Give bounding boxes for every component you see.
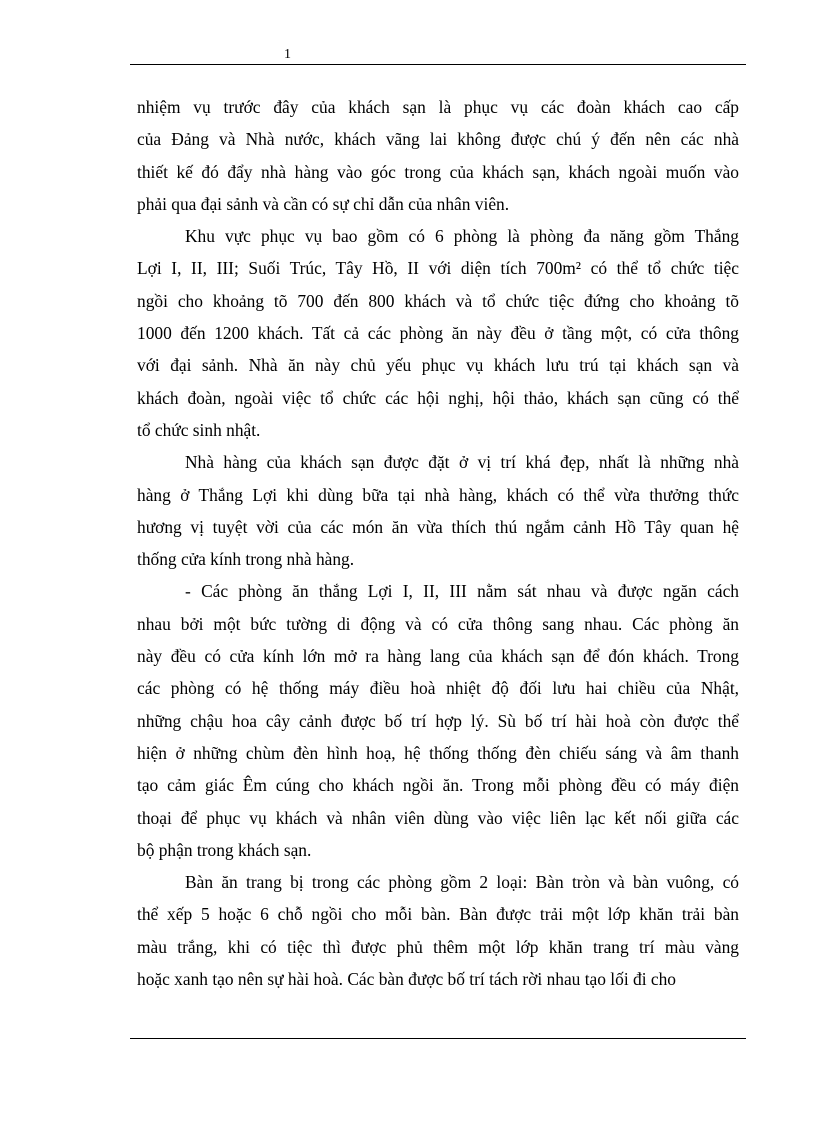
text-line: thống cửa kính trong nhà hàng. <box>137 549 355 570</box>
text-line: - Các phòng ăn thắng Lợi I, II, III nằm sát nhau và được ngăn cách <box>185 581 739 602</box>
page-number: 1 <box>284 47 291 62</box>
text-line: các phòng có hệ thống máy điều hoà nhiệt độ đối lưu hai chiều của Nhật, <box>137 678 739 699</box>
text-line: bộ phận trong khách sạn. <box>137 839 312 860</box>
text-line: tổ chức sinh nhật. <box>137 419 261 440</box>
text-line: nhiệm vụ trước đây của khách sạn là phục vụ các đoàn khách cao cấp <box>137 97 739 117</box>
body-text <box>137 91 739 995</box>
text-line: Bàn ăn trang bị trong các phòng gồm 2 loại: Bàn tròn và bàn vuông, có <box>185 872 739 893</box>
text-line: màu trắng, khi có tiệc thì được phủ thêm một lớp khăn trang trí màu vàng <box>137 936 739 957</box>
text-line: với đại sảnh. Nhà ăn này chủ yếu phục vụ khách lưu trú tại khách sạn và <box>137 355 739 376</box>
text-line: của Đảng và Nhà nước, khách vãng lai không được chú ý đến nên các nhà <box>137 129 739 150</box>
text-line: này đều có cửa kính lớn mở ra hàng lang của khách sạn để đón khách. Trong <box>137 646 739 667</box>
text-line: Khu vực phục vụ bao gồm có 6 phòng là phòng đa năng gồm Thắng <box>185 226 739 247</box>
text-line: hương vị tuyệt vời của các món ăn vừa thích thú ngắm cảnh Hồ Tây quan hệ <box>137 516 739 537</box>
text-line: phải qua đại sảnh và cần có sự chỉ dẫn của nhân viên. <box>137 193 510 214</box>
text-line: Lợi I, II, III; Suối Trúc, Tây Hồ, II với diện tích 700m² có thể tổ chức tiệc <box>137 258 739 279</box>
text-line: tạo cảm giác Êm cúng cho khách ngồi ăn. Trong mỗi phòng đều có máy điện <box>137 775 739 796</box>
text-line: thể xếp 5 hoặc 6 chỗ ngồi cho mỗi bàn. Bàn được trải một lớp khăn trải bàn <box>137 904 739 925</box>
text-line: Nhà hàng của khách sạn được đặt ở vị trí khá đẹp, nhất là những nhà <box>185 452 739 473</box>
text-line: 1000 đến 1200 khách. Tất cả các phòng ăn này đều ở tầng một, có cửa thông <box>137 323 739 344</box>
text-line: thoại để phục vụ khách và nhân viên dùng vào việc liên lạc kết nối giữa các <box>137 807 739 828</box>
text-line: hoặc xanh tạo nên sự hài hoà. Các bàn được bố trí tách rời nhau tạo lối đi cho <box>137 969 676 990</box>
text-line: những chậu hoa cây cảnh được bố trí hợp lý. Sù bố trí hài hoà còn được thể <box>137 710 739 731</box>
text-line: thiết kế đó đẩy nhà hàng vào góc trong của khách sạn, khách ngoài muốn vào <box>137 161 739 182</box>
text-line: hàng ở Thắng Lợi khi dùng bữa tại nhà hàng, khách có thể vừa thưởng thức <box>137 484 739 505</box>
header-rule <box>130 64 746 65</box>
text-line: hiện ở những chùm đèn hình hoạ, hệ thống thống đèn chiếu sáng và âm thanh <box>137 742 739 763</box>
footer-rule <box>130 1038 746 1039</box>
text-line: khách đoàn, ngoài việc tổ chức các hội nghị, hội thảo, khách sạn cũng có thể <box>137 387 739 408</box>
text-line: nhau bởi một bức tường di động và có cửa thông sang nhau. Các phòng ăn <box>137 613 739 634</box>
text-line: ngồi cho khoảng tõ 700 đến 800 khách và tổ chức tiệc đứng cho khoảng tõ <box>137 290 739 311</box>
